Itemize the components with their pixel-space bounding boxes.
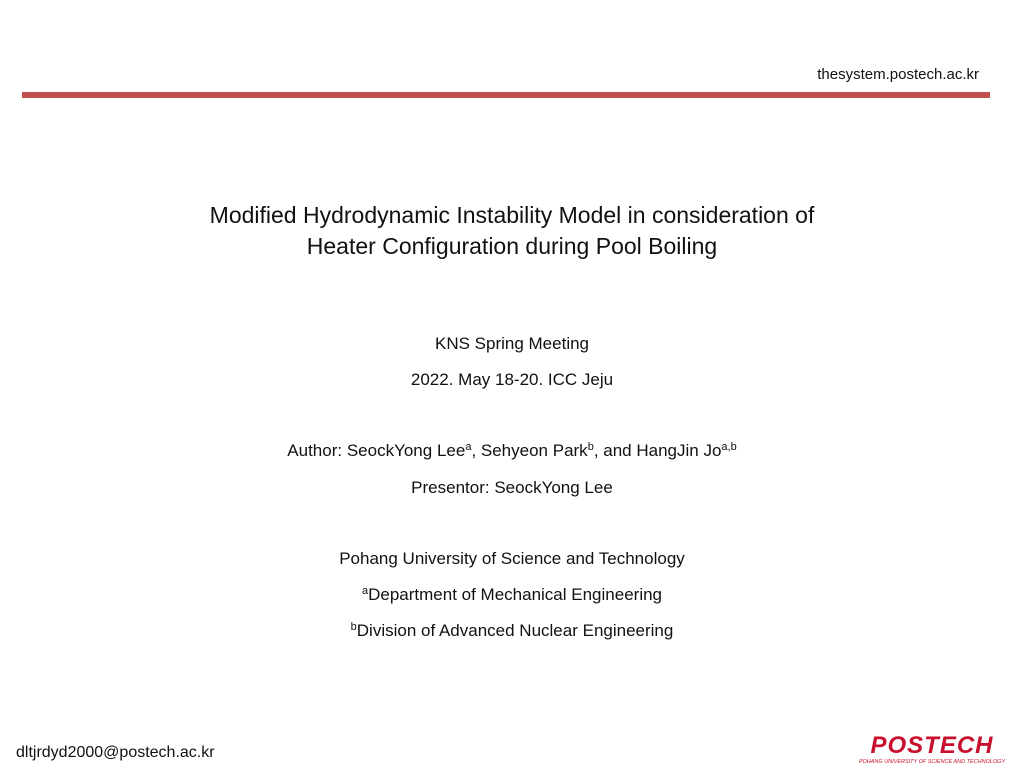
author-prefix: Author: bbox=[287, 441, 347, 460]
author-affiliation-marker: a bbox=[465, 441, 472, 453]
institution-name: Pohang University of Science and Technology bbox=[339, 549, 685, 568]
presenter: Presentor: SeockYong Lee bbox=[411, 478, 613, 497]
meeting-name: KNS Spring Meeting bbox=[434, 334, 590, 353]
author-line bbox=[0, 440, 1024, 462]
author-name: SeockYong Lee bbox=[346, 441, 466, 460]
department-name: Department of Mechanical Engineering bbox=[368, 585, 662, 604]
presentation-title bbox=[0, 200, 1024, 262]
author-name: Sehyeon Park bbox=[480, 441, 588, 460]
logo-wordmark: POSTECH bbox=[870, 732, 994, 759]
logo-subtext: POHANG UNIVERSITY OF SCIENCE AND TECHNOLOGY bbox=[858, 759, 1006, 765]
department-marker: a bbox=[361, 585, 369, 597]
header-url: thesystem.postech.ac.kr bbox=[817, 66, 979, 83]
header-divider bbox=[22, 92, 990, 98]
author-separator: , and bbox=[593, 441, 637, 460]
contact-email: dltjrdyd2000@postech.ac.kr bbox=[16, 744, 215, 761]
postech-logo bbox=[848, 730, 1016, 766]
meeting-date-location: 2022. May 18-20. ICC Jeju bbox=[410, 370, 614, 389]
title-line-1: Modified Hydrodynamic Instability Model in consideration of bbox=[209, 202, 815, 228]
department-line bbox=[0, 584, 1024, 606]
department-marker: b bbox=[350, 621, 357, 633]
department-name: Division of Advanced Nuclear Engineering bbox=[356, 621, 674, 640]
author-name: HangJin Jo bbox=[636, 441, 722, 460]
department-line bbox=[0, 620, 1024, 642]
author-affiliation-marker: a,b bbox=[721, 441, 737, 453]
title-line-2: Heater Configuration during Pool Boiling bbox=[306, 233, 718, 259]
author-affiliation-marker: b bbox=[587, 441, 594, 453]
author-separator: , bbox=[471, 441, 481, 460]
